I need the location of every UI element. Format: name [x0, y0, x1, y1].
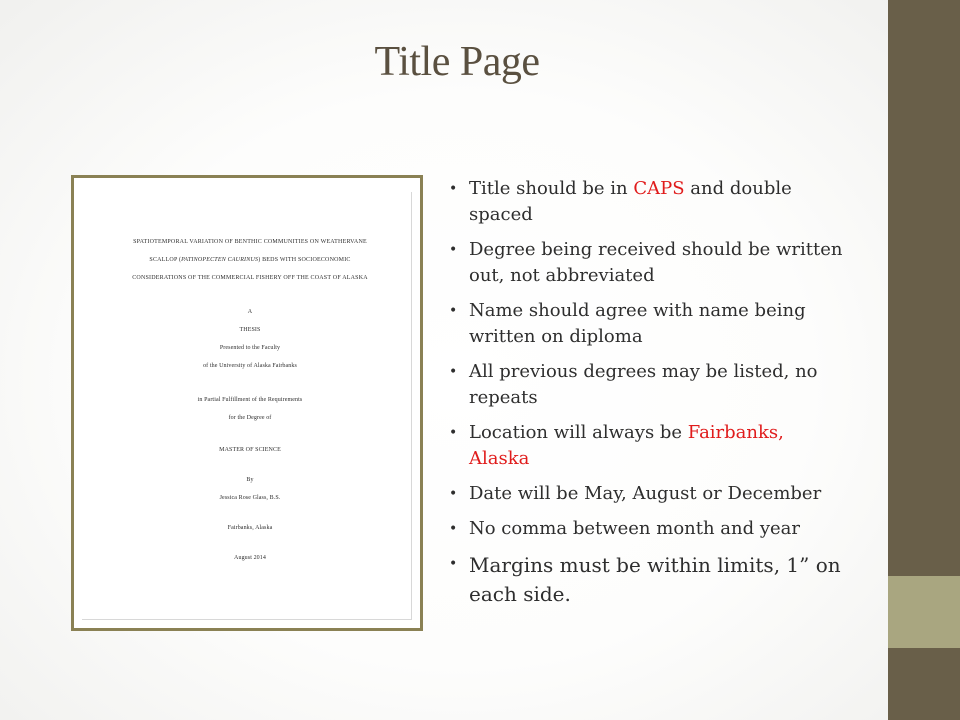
- bullet-date: • Date will be May, August or December: [449, 481, 849, 507]
- bullet-dot-icon: •: [449, 181, 458, 197]
- bullet-dot-icon: •: [449, 521, 458, 537]
- thesis-date: August 2014: [234, 555, 266, 561]
- bullet-dot-icon: •: [449, 425, 458, 441]
- bullet-margins: • Margins must be within limits, 1” on each side.: [449, 553, 841, 606]
- bullet-name: • Name should agree with name being written on diploma: [449, 300, 806, 347]
- slide-title: Title Page: [374, 39, 540, 85]
- bullet-caps: • Title should be in CAPS and double spaced: [449, 178, 792, 225]
- bullet-dot-icon: •: [449, 486, 458, 502]
- thesis-title-page-image: [71, 175, 423, 631]
- thesis-title-line-2: SCALLOP (PATINOPECTEN CAURINUS) BEDS WITH SOCIOECONOMIC: [149, 257, 351, 263]
- thesis-a: A: [247, 309, 253, 315]
- thesis-fulfillment: in Partial Fulfillment of the Requirements: [197, 397, 303, 403]
- thesis-presented: Presented to the Faculty: [219, 345, 281, 351]
- bullet-dot-icon: •: [449, 556, 458, 572]
- highlight-caps: CAPS: [633, 178, 685, 199]
- thesis-degree: MASTER OF SCIENCE: [219, 447, 281, 453]
- bullet-dot-icon: •: [449, 242, 458, 258]
- thesis-degree-of: for the Degree of: [228, 415, 272, 421]
- side-decor-accent: [888, 576, 960, 648]
- guideline-bullet-list: [449, 176, 849, 618]
- bullet-dot-icon: •: [449, 364, 458, 380]
- bullet-dot-icon: •: [449, 303, 458, 319]
- thesis-page: [82, 192, 412, 620]
- species-name: PATINOPECTEN CAURINUS: [181, 257, 259, 263]
- thesis-title-line-3: CONSIDERATIONS OF THE COMMERCIAL FISHERY OFF THE COAST OF ALASKA: [132, 275, 368, 281]
- thesis-author: Jessica Rose Glass, B.S.: [219, 495, 281, 501]
- thesis-word: THESIS: [239, 327, 261, 333]
- thesis-title-line-1: SPATIOTEMPORAL VARIATION OF BENTHIC COMMUNITIES ON WEATHERVANE: [133, 239, 367, 245]
- bullet-previous-degrees: • All previous degrees may be listed, no repeats: [449, 361, 818, 408]
- thesis-university: of the University of Alaska Fairbanks: [203, 363, 297, 369]
- bullet-location: • Location will always be Fairbanks, Alaska: [449, 422, 784, 469]
- bullet-degree: • Degree being received should be written out, not abbreviated: [449, 239, 843, 286]
- thesis-location: Fairbanks, Alaska: [227, 525, 273, 531]
- bullet-comma: • No comma between month and year: [449, 516, 849, 542]
- thesis-by: By: [246, 477, 254, 483]
- highlight-location: Fairbanks, Alaska: [469, 422, 784, 469]
